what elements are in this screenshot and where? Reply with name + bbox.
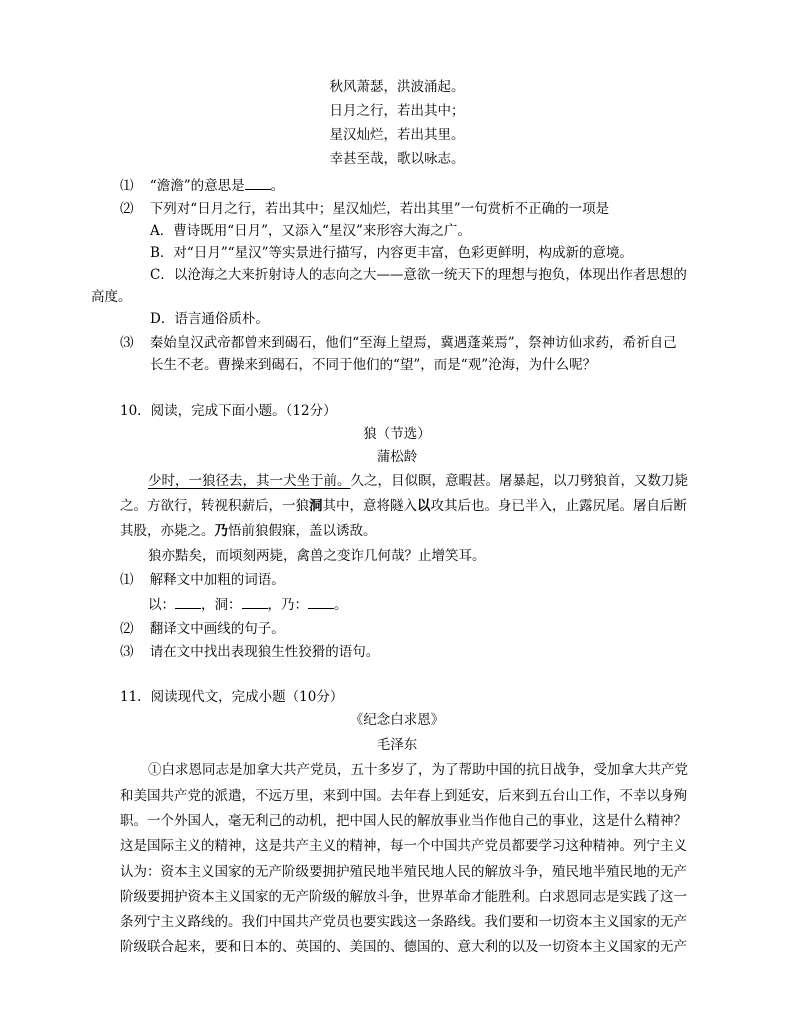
q10-sub1-blanks xyxy=(148,594,348,615)
q9-sub2-text: 下列对“日月之行，若出其中；星汉灿烂，若出其里”一句赏析不正确的一项是 xyxy=(149,201,610,217)
blank-label-nai: ，乃： xyxy=(267,597,308,613)
q11-line-5: 认为：资本主义国家的无产阶级要拥护殖民地半殖民地人民的解放斗争，殖民地半殖民地的无产 xyxy=(120,864,687,880)
q11-heading: 11．阅读现代文，完成小题（10分） xyxy=(120,689,344,705)
q9-option-c-line1: C．以沧海之大来折射诗人的志向之大——意欲一统天下的理想与抱负，体现出作者思想的 xyxy=(150,267,687,283)
q10-sub3-number: ⑶ xyxy=(120,644,134,660)
bold-word-dong: 洞 xyxy=(309,498,323,514)
q9-sub2-number: ⑵ xyxy=(120,201,134,217)
q9-option-a: A．曹诗既用“日月”，又添入“星汉”来形容大海之广。 xyxy=(150,223,471,239)
q10-author: 蒲松龄 xyxy=(376,449,418,465)
q10-para1-line2 xyxy=(120,496,687,516)
q9-sub1-number: ⑴ xyxy=(120,178,134,194)
q9-sub1-text: “澹澹”的意思是 xyxy=(149,178,245,194)
q10-sub2-text: 翻译文中画线的句子。 xyxy=(149,621,285,637)
poem-line-3: 星汉灿烂，若出其里。 xyxy=(329,127,465,143)
q9-sub3-line1: 秦始皇汉武帝都曾来到碣石，他们“至海上望焉，冀遇蓬莱焉”，祭神访仙求药，希祈自己 xyxy=(149,335,677,351)
bold-word-yi: 以 xyxy=(417,498,431,514)
q9-sub2 xyxy=(120,199,609,219)
q10-sub1-number: ⑴ xyxy=(120,572,134,588)
q11-author: 毛泽东 xyxy=(376,737,418,753)
answer-blank-nai[interactable] xyxy=(308,594,334,609)
q11-line-4: 这是国际主义的精神，这是共产主义的精神，每一个中国共产党员都要学习这种精神。列宁主义 xyxy=(120,838,687,854)
q10-sub1 xyxy=(120,570,285,590)
underlined-sentence: 少时，一狼径去，其一犬坐于前。 xyxy=(148,473,351,489)
text-run: 之。方欲行，转视积薪后，一狼 xyxy=(120,498,309,514)
q10-heading: 10．阅读，完成下面小题。（12分） xyxy=(120,403,337,419)
text-run: 攻其后也。身已半入，止露尻尾。屠自后断 xyxy=(430,498,687,514)
text-run: 悟前狼假寐，盖以诱敌。 xyxy=(228,523,377,539)
q10-para1-line1-rest: 久之，目似瞑，意暇甚。屠暴起，以刀劈狼首，又数刀毙 xyxy=(350,473,688,489)
q10-sub2-number: ⑵ xyxy=(120,621,134,637)
q9-sub1 xyxy=(120,175,284,196)
text-run: 其中，意将隧入 xyxy=(322,498,417,514)
q9-sub3 xyxy=(120,333,677,353)
poem-line-2: 日月之行，若出其中； xyxy=(329,103,465,119)
answer-blank[interactable] xyxy=(245,175,271,190)
text-run: 其股，亦毙之。 xyxy=(120,523,215,539)
q10-para1-line1 xyxy=(120,471,708,491)
q11-line-8: 阶级联合起来，要和日本的、英国的、美国的、德国的、意大利的以及一切资本主义国家的无产 xyxy=(120,939,687,955)
q11-line-7: 条列宁主义路线的。我们中国共产党员也要实践这一条路线。我们要和一切资本主义国家的无产 xyxy=(120,914,687,930)
q10-sub2 xyxy=(120,619,285,639)
poem-line-1: 秋风萧瑟，洪波涌起。 xyxy=(329,79,465,95)
bold-word-nai: 乃 xyxy=(214,523,228,539)
blank-label-yi: 以： xyxy=(148,597,175,613)
q9-option-d: D．语言通俗质朴。 xyxy=(150,311,269,327)
q10-sub1-text: 解释文中加粗的词语。 xyxy=(149,572,285,588)
q9-option-b: B．对“日月”“星汉”等实景进行描写，内容更丰富，色彩更鲜明，构成新的意境。 xyxy=(150,245,634,261)
q10-sub3-text: 请在文中找出表现狼生性狡猾的语句。 xyxy=(149,644,380,660)
q11-line-2: 和美国共产党的派遣，不远万里，来到中国。去年春上到延安，后来到五台山工作，不幸以身殉 xyxy=(120,788,687,804)
poem-line-4: 幸甚至哉，歌以咏志。 xyxy=(329,151,465,167)
answer-blank-dong[interactable] xyxy=(242,594,268,609)
q11-title: 《纪念白求恩》 xyxy=(349,712,445,728)
text-run: 。 xyxy=(334,597,348,613)
blank-label-dong: ，洞： xyxy=(201,597,242,613)
q9-sub3-line2: 长生不老。曹操来到碣石，不同于他们的“望”，而是“观”沧海，为什么呢？ xyxy=(150,357,597,373)
q10-para1-line3 xyxy=(120,521,377,541)
q10-para2: 狼亦黠矣，而顷刻两毙，禽兽之变诈几何哉？止增笑耳。 xyxy=(148,548,486,564)
answer-blank-yi[interactable] xyxy=(175,594,201,609)
q10-sub3 xyxy=(120,642,379,662)
q11-line-1: ①白求恩同志是加拿大共产党员，五十多岁了，为了帮助中国的抗日战争，受加拿大共产党 xyxy=(148,762,688,778)
q11-line-3: 职。一个外国人，毫无利己的动机，把中国人民的解放事业当作他自己的事业，这是什么精神？ xyxy=(120,813,687,829)
q9-option-c-line2: 高度。 xyxy=(91,289,132,305)
q10-title: 狼（节选） xyxy=(363,426,431,442)
q11-line-6: 阶级要拥护资本主义国家的无产阶级的解放斗争，世界革命才能胜利。白求恩同志是实践了这一 xyxy=(120,889,687,905)
q9-sub1-end: 。 xyxy=(270,178,285,194)
q9-sub3-number: ⑶ xyxy=(120,335,134,351)
